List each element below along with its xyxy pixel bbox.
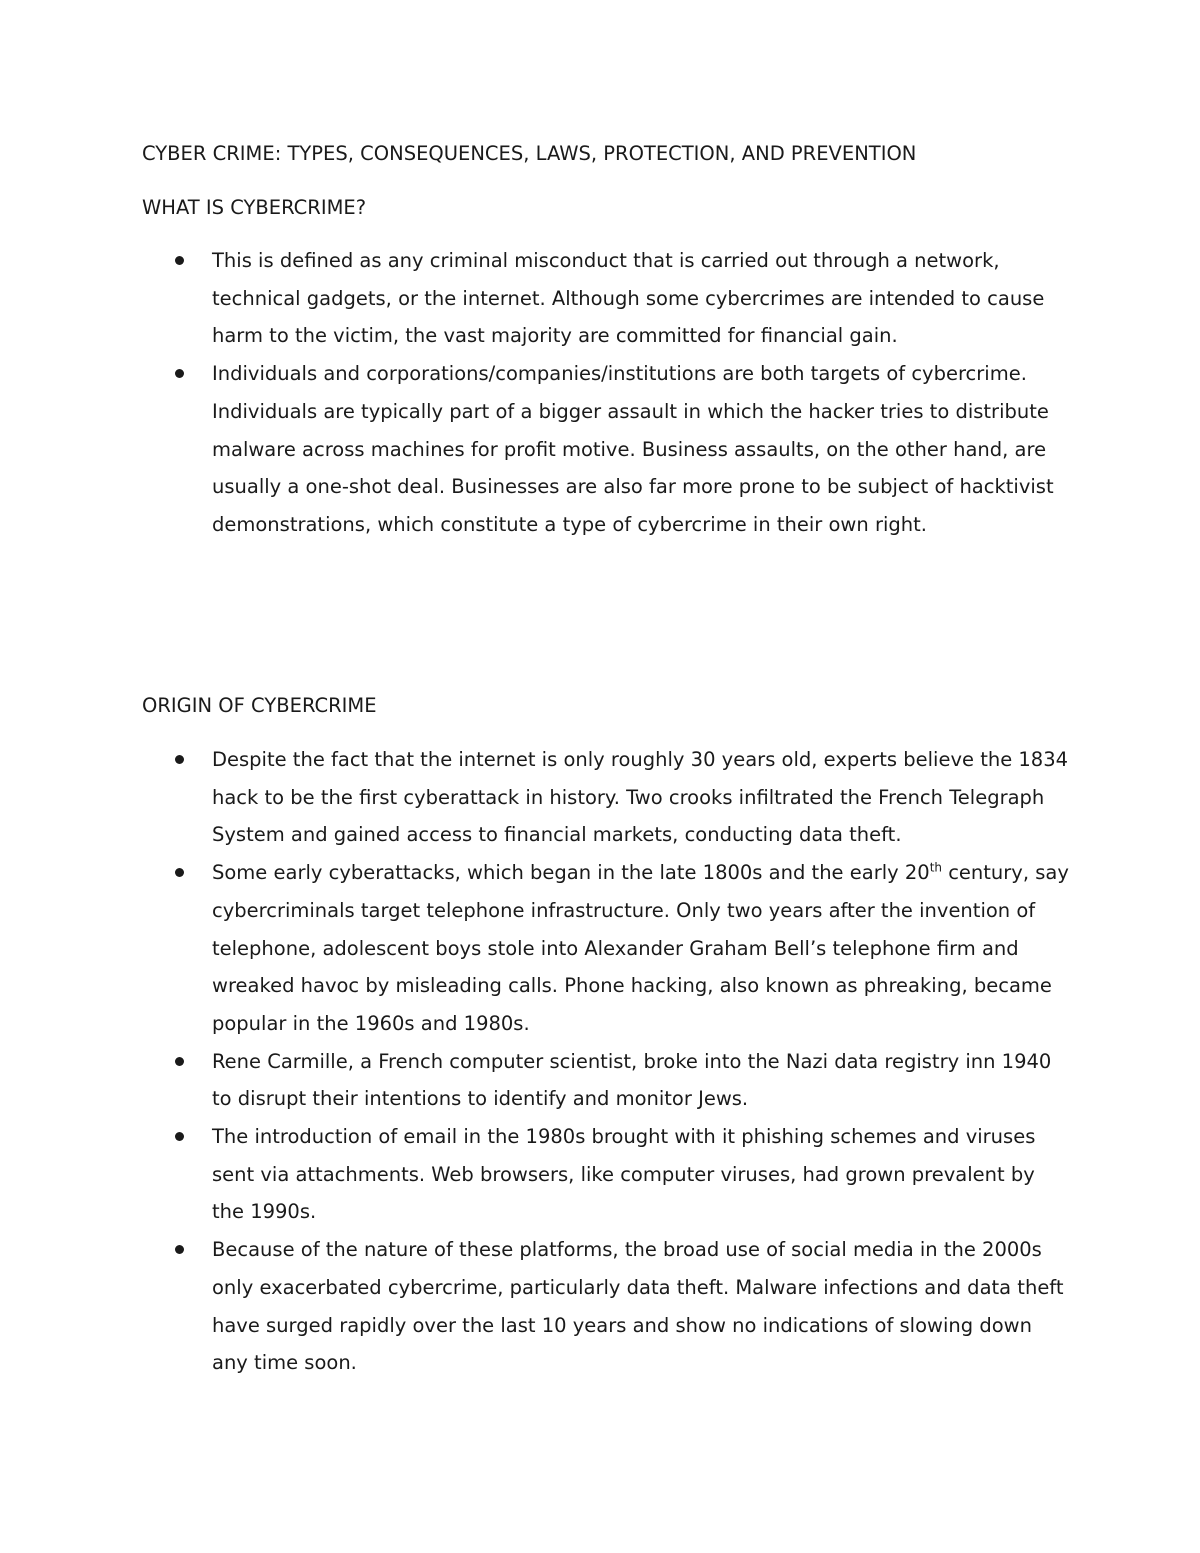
list-item <box>142 355 1072 544</box>
list-item <box>142 741 1072 854</box>
bullet-icon <box>175 369 184 378</box>
list-item-text-continued: century, say cybercriminals target telephone infrastructure. Only two years after the invention of telephone, adolescent boys stole into Alexander Graham Bell’s telephone firm and wreaked havoc by misleading calls. Phone hacking, also known as phreaking, became popular in the 1960s and 1980s. <box>212 861 1069 1035</box>
list-item-text: The introduction of email in the 1980s brought with it phishing schemes and viruses sent via attachments. Web browsers, like computer viruses, had grown prevalent by the 1990s. <box>212 1125 1036 1224</box>
bullet-list-what-is-cybercrime <box>142 242 1072 544</box>
bullet-icon <box>175 868 184 877</box>
document-title: CYBER CRIME: TYPES, CONSEQUENCES, LAWS, PROTECTION, AND PREVENTION <box>142 142 917 165</box>
section-heading-what-is-cybercrime: WHAT IS CYBERCRIME? <box>142 196 367 219</box>
bullet-list-origin-of-cybercrime <box>142 741 1072 1382</box>
list-item-text: Some early cyberattacks, which began in the late 1800s and the early 20 <box>212 861 930 885</box>
bullet-icon <box>175 755 184 764</box>
list-item <box>142 242 1072 355</box>
superscript-ordinal: th <box>929 860 942 875</box>
list-item <box>142 1118 1072 1231</box>
section-heading-origin-of-cybercrime: ORIGIN OF CYBERCRIME <box>142 694 377 717</box>
list-item-text: Despite the fact that the internet is only roughly 30 years old, experts believe the 1834 hack to be the first cyberattack in history. Two crooks infiltrated the French Telegraph System and gained access to financial markets, conducting data theft. <box>212 748 1069 847</box>
list-item-text: Individuals and corporations/companies/institutions are both targets of cybercrime. Individuals are typically part of a bigger assault in which the hacker tries to distribute malware across machines for profit motive. Business assaults, on the other hand, are usually a one-shot deal. Businesses are also far more prone to be subject of hacktivist demonstrations, which constitute a type of cybercrime in their own right. <box>212 362 1054 536</box>
bullet-icon <box>175 1132 184 1141</box>
bullet-icon <box>175 1057 184 1066</box>
list-item-text: Rene Carmille, a French computer scientist, broke into the Nazi data registry inn 1940 to disrupt their intentions to identify and monitor Jews. <box>212 1049 1052 1111</box>
bullet-icon <box>175 256 184 265</box>
list-item <box>142 1231 1072 1382</box>
list-item <box>142 854 1072 1043</box>
list-item-text: This is defined as any criminal misconduct that is carried out through a network, technical gadgets, or the internet. Although some cybercrimes are intended to cause harm to the victim, the vast majority are committed for financial gain. <box>212 249 1045 348</box>
list-item-text: Because of the nature of these platforms, the broad use of social media in the 2000s only exacerbated cybercrime, particularly data theft. Malware infections and data theft have surged rapidly over the last 10 years and show no indications of slowing down any time soon. <box>212 1238 1064 1375</box>
bullet-icon <box>175 1245 184 1254</box>
list-item <box>142 1043 1072 1118</box>
